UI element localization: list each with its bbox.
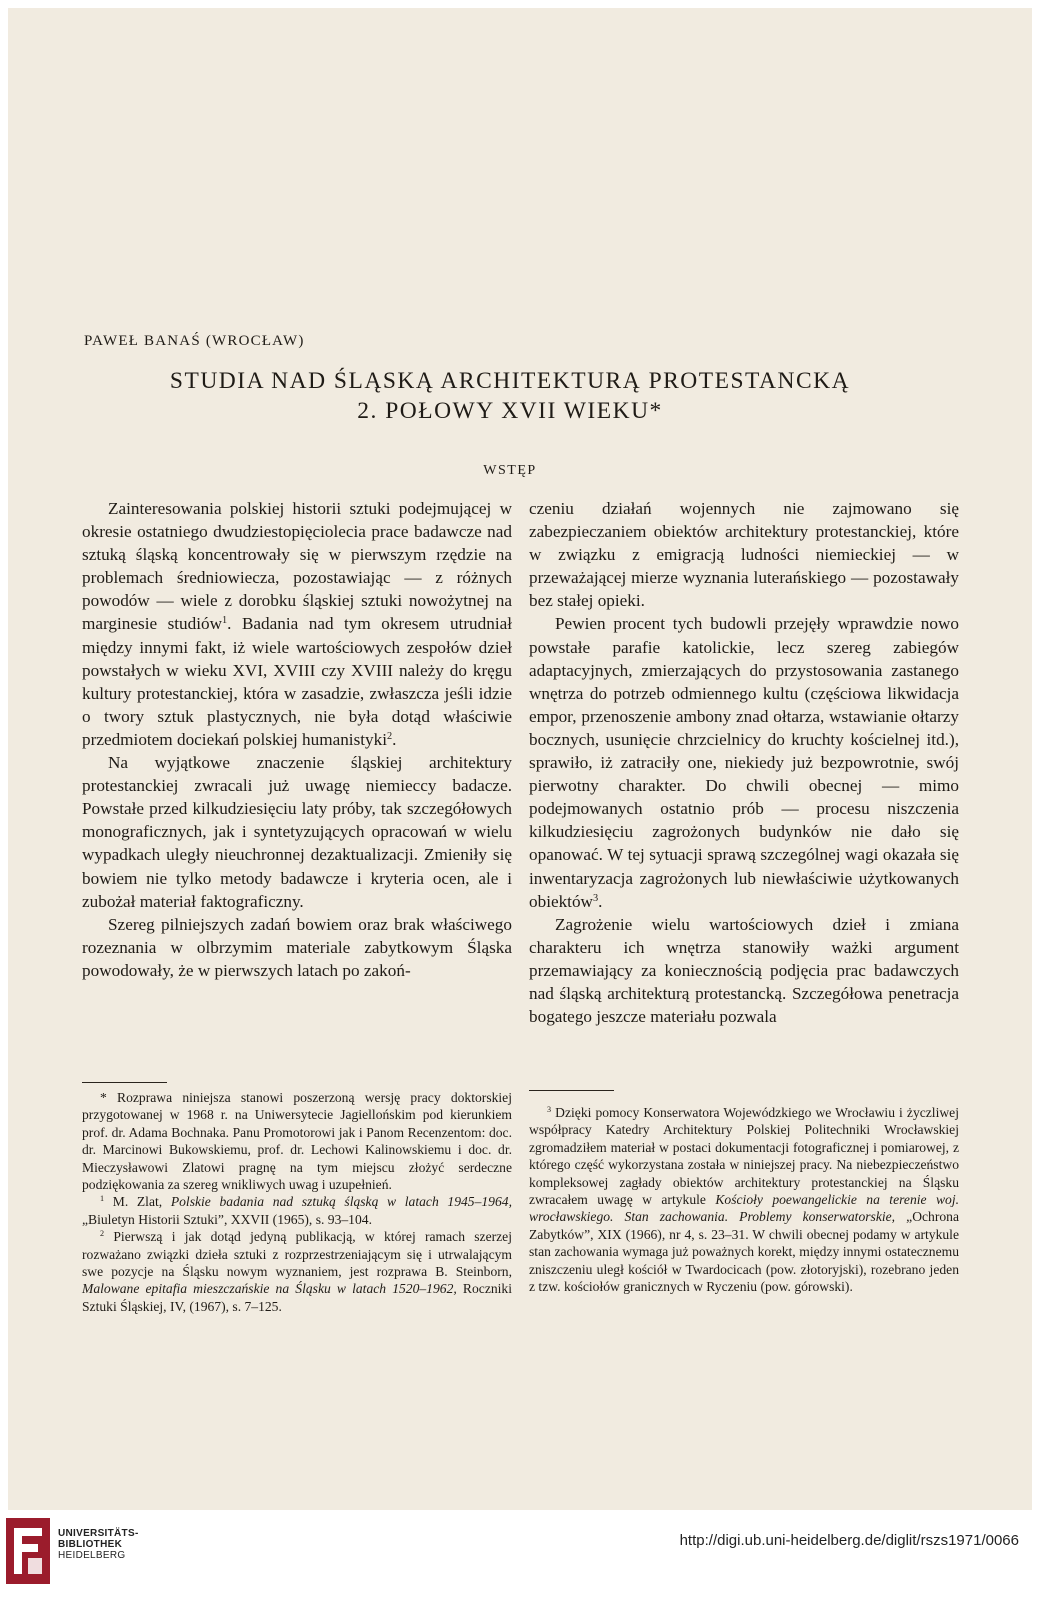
footnote-ref: 2	[387, 730, 393, 742]
footnote-title: Malowane epitafia mieszczańskie na Śląsku w latach 1520–1962,	[82, 1281, 457, 1297]
footnote-title: Polskie badania nad sztuką śląską w latach 1945–1964,	[170, 1194, 512, 1210]
footnote-ref: 1	[222, 615, 228, 627]
paragraph-text: Pewien procent tych budowli przejęły wprawdzie nowo powstałe parafie katolickie, lecz szereg zabiegów adaptacyjnych, zmierzających do przystosowania zastanego wnętrza do potrzeb odmiennego kultu (częściowa likwidacja empor, przenoszenie ambony znad ołtarza, wstawianie ołtarzy bocznych, usunięcie chrzcielnicy do kruchty kościelnej itd.), sprawiło, iż zatraciły one, niekiedy już bezpowrotnie, swój pierwotny charakter. Do chwili obecnej — mimo podejmowanych ostatnio prób — procesu niszczenia kilkudziesięciu zagrożonych budynków nie dało się opanować. W tej sytuacji sprawą szczególnej wagi okazała się inwentaryzacja zagrożonych lub niewłaściwie użytkowanych obiektów	[529, 614, 959, 911]
footnote-text: „Ochrona Zabytków”, XIX (1966), nr 4, s. 23–31. W chwili obecnej podamy w artykule stan zachowania wymaga już poważnych korekt, między innymi ostatecznemu zniszczeniu uległ kościół w Twardocicach (pow. złotoryjski), rozebrano jeden z tzw. kościołów granicznych w Ryczeniu (pow. górowski).	[529, 1209, 959, 1295]
paragraph: Szereg pilniejszych zadań bowiem oraz brak właściwego rozeznania w olbrzymim materiale zabytkowym Śląska powodowały, że w pierwszych latach po zakoń-	[82, 914, 512, 980]
paragraph-text: .	[392, 729, 397, 749]
paragraph	[82, 497, 512, 751]
section-heading: WSTĘP	[483, 463, 537, 478]
footnote-ref: 3	[592, 892, 599, 904]
footnote	[529, 1104, 959, 1295]
article-title	[60, 366, 960, 426]
footnote	[82, 1193, 512, 1228]
footnote-author: M. Zlat,	[112, 1194, 163, 1210]
footnote-divider	[529, 1090, 614, 1091]
footnote-text: Dzięki pomocy Konserwatora Wojewódzkiego we Wrocławiu i życzliwej współpracy Katedry Architektury Polskiej Politechniki Wrocławskiej zgromadziłem materiał w postaci dokumentacji fotograficznej i pomiarowej, z którego część wykorzystana została w niniejszej pracy. Na niebezpieczeństwo kompleksowej zagłady obiektów architektury protestanckiej na Śląsku zwracałem uwagę w artykule	[529, 1105, 959, 1208]
paragraph-text: Zainteresowania polskiej historii sztuki podejmującej w okresie ostatniego dwudziestopięciolecia prace badawcze nad sztuką śląską koncentrowały się w pierwszym rzędzie na problemach średniowiecza, pozostawiając — z różnych powodów — wiele z dorobku śląskiej sztuki nowożytnej na marginesie studiów	[82, 499, 512, 634]
footnote-divider	[82, 1082, 167, 1083]
permalink-url[interactable]: http://digi.ub.uni-heidelberg.de/diglit/rszs1971/0066	[679, 1532, 1019, 1549]
library-name-line: BIBLIOTHEK	[58, 1539, 123, 1550]
paragraph	[529, 612, 959, 912]
footnote-number: 3	[547, 1105, 552, 1115]
library-name	[58, 1528, 139, 1561]
footnote-text: „Biuletyn Historii Sztuki”, XXVII (1965), s. 93–104.	[82, 1211, 372, 1227]
paragraph: czeniu działań wojennych nie zajmowano się zabezpieczaniem obiektów architektury protestanckiej, które w związku z emigracją ludności niemieckiej — w przeważającej mierze wyznania luterańskiego — pozostawały bez stałej opieki.	[529, 499, 959, 611]
footnote-number: 1	[100, 1194, 105, 1204]
paragraph: Zagrożenie wielu wartościowych dzieł i zmiana charakteru ich wnętrza stanowiły ważki argument przemawiający za koniecznością podjęcia prac badawczych nad śląską architekturą protestancką. Szczegółowa penetracja bogatego jeszcze materiału pozwala	[529, 914, 959, 1027]
title-line-2: 2. POŁOWY XVII WIEKU*	[357, 398, 663, 424]
title-line-1: STUDIA NAD ŚLĄSKĄ ARCHITEKTURĄ PROTESTANCKĄ	[169, 368, 851, 394]
footnote-text: Pierwszą i jak dotąd jedyną publikacją, w której ramach szerzej rozważano związki dzieła sztuki z rozprzestrzeniającym się i utrwalającym swe pozycje na Śląsku nowym wyznaniem, jest rozprawa B. Steinborn,	[82, 1229, 512, 1280]
footnotes-right	[529, 1104, 959, 1295]
library-logo-icon	[6, 1518, 50, 1584]
paragraph-text: . Badania nad tym okresem utrudniał między innymi fakt, iż wiele wartościowych zespołów dzieł powstałych w wieku XVI, XVIII czy XVIII należy do kręgu kultury protestanckiej, która w zasadzie, zwłaszcza jeśli idzie o twory sztuk plastycznych, nie była dotąd właściwie przedmiotem dociekań polskiej humanistyki	[82, 614, 512, 749]
left-column	[82, 497, 512, 982]
footnote-number: 2	[100, 1229, 105, 1239]
author-line: PAWEŁ BANAŚ (WROCŁAW)	[84, 333, 305, 349]
library-name-line: UNIVERSITÄTS-	[58, 1528, 139, 1539]
library-name-line: HEIDELBERG	[58, 1550, 126, 1561]
viewer-footer	[0, 1510, 1047, 1597]
paragraph: Na wyjątkowe znaczenie śląskiej architektury protestanckiej zwracali już uwagę niemieccy badacze. Powstałe przed kilkudziesięciu laty próby, tak szczegółowych monograficznych, jak i syntetyzujących opracowań w wielu wypadkach uległy nieuchronnej dezaktualizacji. Zmieniły się bowiem nie tylko metody badawcze i kryteria ocen, ale i zubożał materiał faktograficzny.	[82, 753, 512, 911]
footnote	[82, 1228, 512, 1315]
footnote-text: Roczniki Sztuki Śląskiej, IV, (1967), s. 7–125.	[82, 1281, 513, 1314]
footnote: * Rozprawa niniejsza stanowi poszerzoną wersję pracy doktorskiej przygotowanej w 1968 r. na Uniwersytecie Jagiellońskim pod kierunkiem prof. dr. Adama Bochnaka. Panu Promotorowi jak i Panom Recenzentom: doc. dr. Marcinowi Bukowskiemu, prof. dr. Lechowi Kalinowskiemu i doc. dr. Mieczysławowi Zlatowi pragnę na tym miejscu złożyć serdeczne podziękowania za szereg wnikliwych uwag i uzupełnień.	[82, 1090, 512, 1193]
footnotes-left	[82, 1089, 512, 1315]
footnote-title: Kościoły poewangelickie na terenie woj. wrocławskiego. Stan zachowania. Problemy konserwatorskie,	[529, 1192, 959, 1225]
paragraph-text: .	[598, 891, 603, 911]
right-column	[529, 497, 959, 1028]
